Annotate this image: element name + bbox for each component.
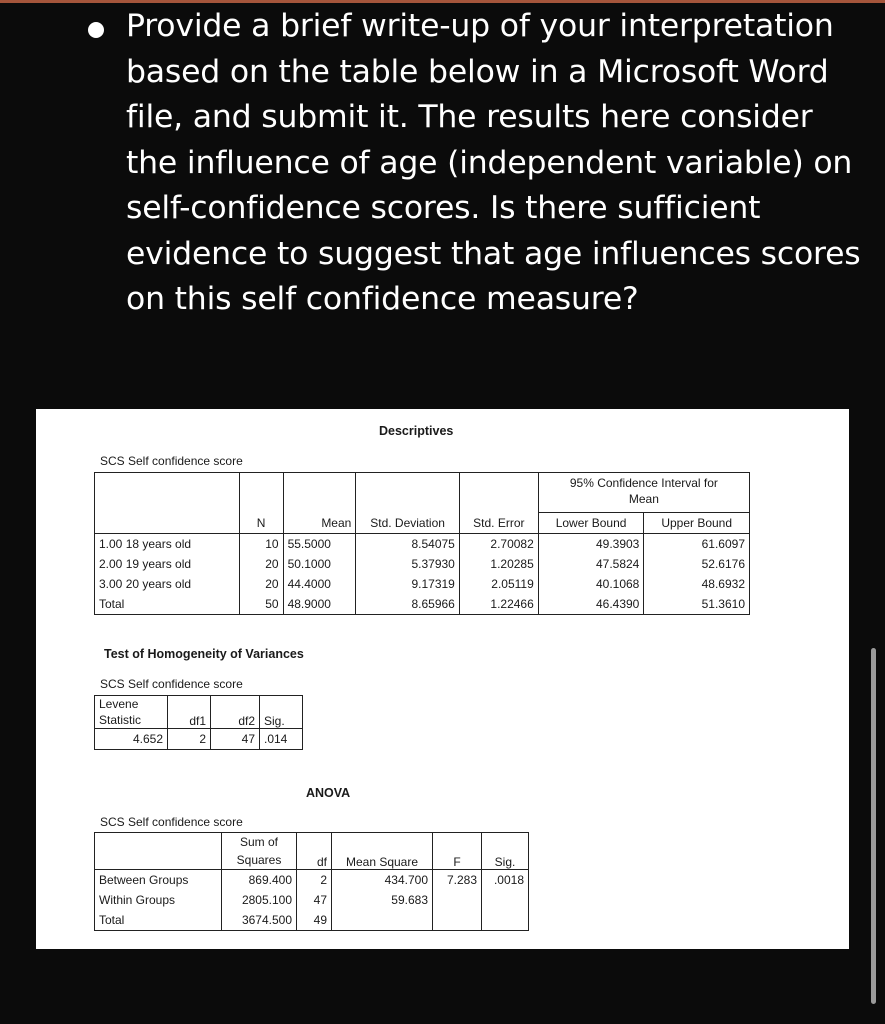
anova-table: [94, 832, 529, 931]
question-line: on this self confidence measure?: [126, 281, 639, 317]
homogeneity-variable-label: SCS Self confidence score: [100, 677, 243, 691]
col-header-levene: Levene Statistic: [99, 697, 142, 727]
table-row: 1.00 18 years old 10 55.5000 8.54075 2.70082 49.3903 61.6097: [95, 534, 750, 555]
descriptives-table: [94, 472, 750, 615]
question-line: based on the table below in a Microsoft Word: [126, 53, 829, 90]
col-header-sum-of-squares: Sum of Squares: [222, 833, 297, 870]
col-header-df: df: [297, 833, 332, 870]
table-row: 4.652 2 47 .014: [95, 729, 303, 750]
homogeneity-table: [94, 695, 303, 750]
col-header-lower-bound: Lower Bound: [538, 513, 644, 534]
question-line: evidence to suggest that age influences scores: [126, 235, 861, 272]
anova-title: ANOVA: [306, 786, 351, 800]
col-header-df2: df2: [211, 696, 260, 729]
top-accent-line: [0, 0, 885, 3]
table-row: Within Groups 2805.100 47 59.683: [95, 890, 529, 910]
descriptives-title: Descriptives: [379, 424, 454, 438]
col-header-sig: Sig.: [482, 833, 529, 870]
table-row: Total 50 48.9000 8.65966 1.22466 46.4390 51.3610: [95, 594, 750, 615]
col-header-df1: df1: [168, 696, 211, 729]
col-header-mean: Mean: [283, 513, 356, 534]
col-header-std-error: Std. Error: [459, 513, 538, 534]
question-text: [126, 4, 871, 323]
table-row: Total 3674.500 49: [95, 910, 529, 931]
col-header-f: F: [433, 833, 482, 870]
anova-variable-label: SCS Self confidence score: [100, 815, 243, 829]
spss-output-image: [36, 409, 849, 949]
descriptives-variable-label: SCS Self confidence score: [100, 454, 243, 468]
bullet-point: [88, 22, 104, 38]
question-line: self-confidence scores. Is there sufficient: [126, 190, 761, 226]
homogeneity-title: Test of Homogeneity of Variances: [104, 647, 304, 661]
col-header-upper-bound: Upper Bound: [644, 513, 750, 534]
ci-header: 95% Confidence Interval for Mean: [538, 473, 749, 513]
vertical-scrollbar[interactable]: [871, 648, 876, 1004]
col-header-mean-square: Mean Square: [332, 833, 433, 870]
col-header-n: N: [239, 513, 283, 534]
question-line: Provide a brief write-up of your interpretation: [126, 8, 834, 44]
col-header-std-deviation: Std. Deviation: [356, 513, 460, 534]
col-header-sig: Sig.: [260, 696, 303, 729]
table-row: 2.00 19 years old 20 50.1000 5.37930 1.20285 47.5824 52.6176: [95, 554, 750, 574]
question-line: the influence of age (independent variable) on: [126, 144, 853, 181]
table-row: Between Groups 869.400 2 434.700 7.283 .0018: [95, 870, 529, 891]
table-row: 3.00 20 years old 20 44.4000 9.17319 2.05119 40.1068 48.6932: [95, 574, 750, 594]
question-line: file, and submit it. The results here consider: [126, 99, 813, 135]
